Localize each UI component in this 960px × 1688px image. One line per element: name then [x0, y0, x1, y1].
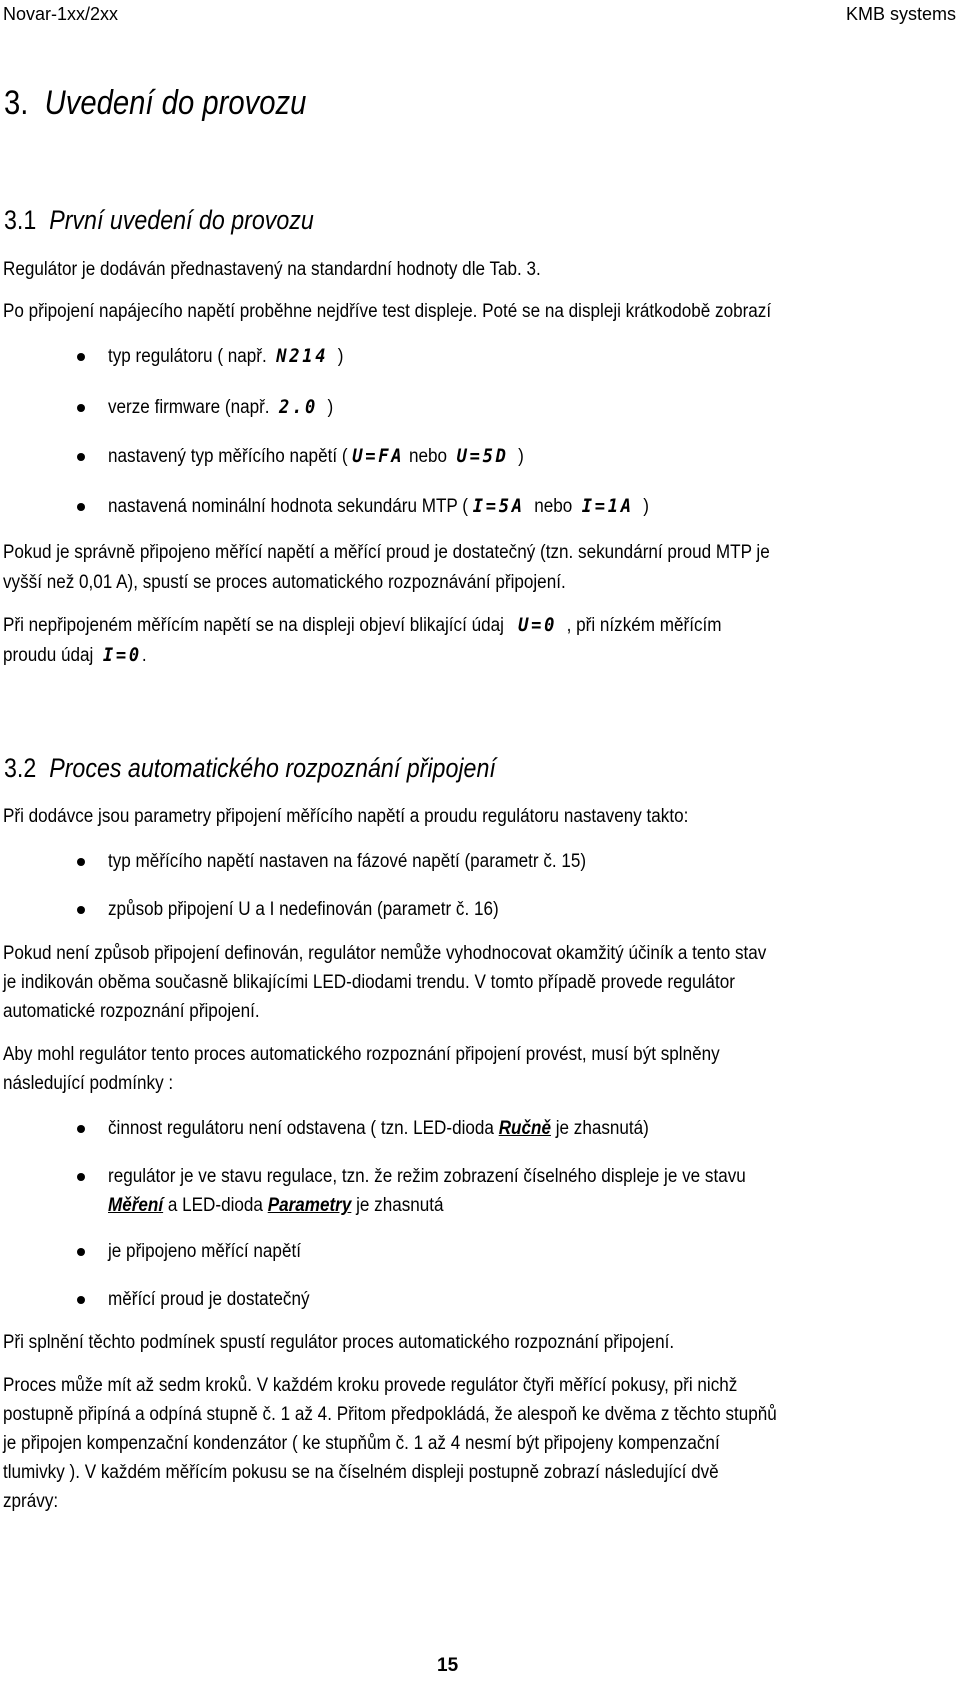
paragraph: Regulátor je dodáván přednastavený na standardní hodnoty dle Tab. 3.	[3, 259, 541, 280]
list-item-text: nebo	[409, 446, 448, 467]
list-item	[108, 442, 524, 471]
list-item	[108, 342, 343, 371]
paragraph: Při splnění těchto podmínek spustí regulátor proces automatického rozpoznání připojení.	[3, 1332, 675, 1353]
paragraph-line: tlumivky ). V každém měřícím pokusu se na číselném displeji postupně zobrazí následující dvě	[3, 1462, 719, 1483]
emphasis-text: Ručně	[498, 1118, 551, 1139]
list-item	[108, 393, 333, 422]
list-item: je připojeno měřící napětí	[108, 1241, 301, 1262]
display-code: U=5D	[456, 445, 509, 467]
bullet-icon	[77, 453, 85, 461]
emphasis-text: Měření	[108, 1195, 164, 1216]
paragraph-text: proudu údaj	[3, 645, 94, 666]
section-3-1-heading	[4, 205, 314, 236]
paragraph-line: Proces může mít až sedm kroků. V každém kroku provede regulátor čtyři měřící pokusy, při nichž	[3, 1375, 738, 1396]
list-item-text: je zhasnutá	[356, 1195, 444, 1216]
paragraph-line: Pokud je správně připojeno měřící napětí a měřící proud je dostatečný (tzn. sekundární proud MTP je	[3, 542, 770, 563]
list-item	[108, 492, 649, 521]
list-item-text: )	[327, 397, 334, 418]
section-3-2-title: Proces automatického rozpoznání připojení	[49, 753, 496, 783]
page-number: 15	[437, 1655, 459, 1676]
header-left: Novar-1xx/2xx	[3, 4, 119, 24]
paragraph-line: je připojen kompenzační kondenzátor ( ke stupňům č. 1 až 4 nesmí být připojeny kompenzační	[3, 1433, 720, 1454]
bullet-icon	[77, 1125, 85, 1133]
list-item-continuation	[108, 1191, 444, 1220]
list-item-text: verze firmware (např.	[108, 397, 270, 418]
display-code: I=1A	[581, 495, 634, 517]
paragraph-line	[3, 641, 147, 670]
list-item-text: nastavený typ měřícího napětí (	[108, 446, 348, 467]
list-item-text: činnost regulátoru není odstavena ( tzn. LED-dioda	[108, 1118, 494, 1139]
display-code: N214	[276, 345, 329, 367]
list-item: regulátor je ve stavu regulace, tzn. že režim zobrazení číselného displeje je ve stavu	[108, 1166, 746, 1187]
paragraph-line: vyšší než 0,01 A), spustí se proces automatického rozpoznávání připojení.	[3, 572, 566, 593]
emphasis-text: Parametry	[267, 1195, 352, 1216]
list-item-text: typ regulátoru ( např.	[108, 346, 267, 367]
paragraph: Po připojení napájecího napětí proběhne nejdříve test displeje. Poté se na displeji krátkodobě zobrazí	[3, 301, 772, 322]
list-item: typ měřícího napětí nastaven na fázové napětí (parametr č. 15)	[108, 851, 587, 872]
list-item-text: )	[337, 346, 344, 367]
bullet-icon	[77, 404, 85, 412]
bullet-icon	[77, 503, 85, 511]
paragraph-line: Aby mohl regulátor tento proces automatického rozpoznání připojení provést, musí být splněny	[3, 1044, 720, 1065]
paragraph: Při dodávce jsou parametry připojení měřícího napětí a proudu regulátoru nastaveny takto:	[3, 806, 689, 827]
list-item: měřící proud je dostatečný	[108, 1289, 310, 1310]
section-3-2-number: 3.2	[4, 753, 37, 783]
display-code: I=0	[102, 644, 142, 666]
bullet-icon	[77, 906, 85, 914]
list-item-text: )	[518, 446, 524, 467]
paragraph-line: automatické rozpoznání připojení.	[3, 1001, 260, 1022]
paragraph-line: je indikován oběma současně blikajícími LED-diodami trendu. V tomto případě provede regulátor	[3, 972, 735, 993]
paragraph-line: postupně připíná a odpíná stupně č. 1 až 4. Přitom předpokládá, že alespoň ke dvěma z těchto stupňů	[3, 1404, 777, 1425]
display-code: U=0	[518, 614, 558, 636]
paragraph-line: následující podmínky :	[3, 1073, 174, 1094]
bullet-icon	[77, 1248, 85, 1256]
display-code: U=FA	[352, 445, 405, 467]
section-3-2-heading	[4, 753, 496, 784]
paragraph-text: .	[141, 645, 147, 666]
paragraph-line	[3, 611, 722, 640]
paragraph-line: Pokud není způsob připojení definován, regulátor nemůže vyhodnocovat okamžitý účiník a tento stav	[3, 943, 767, 964]
bullet-icon	[77, 1296, 85, 1304]
section-3-number: 3.	[4, 84, 29, 122]
display-code: 2.0	[279, 396, 319, 418]
header-right: KMB systems	[845, 4, 956, 24]
paragraph-text: Při nepřipojeném měřícím napětí se na displeji objeví blikající údaj	[3, 615, 504, 636]
list-item-text: je zhasnutá)	[555, 1118, 649, 1139]
bullet-icon	[77, 353, 85, 361]
list-item-text: nastavená nominální hodnota sekundáru MTP (	[108, 496, 468, 517]
list-item-text: nebo	[534, 496, 573, 517]
section-3-title: Uvedení do provozu	[44, 84, 307, 122]
paragraph-text: , při nízkém měřícím	[566, 615, 722, 636]
bullet-icon	[77, 1173, 85, 1181]
list-item-text: )	[643, 496, 649, 517]
paragraph-line: zprávy:	[3, 1491, 59, 1512]
section-3-heading	[4, 84, 306, 123]
list-item	[108, 1114, 649, 1143]
section-3-1-title: První uvedení do provozu	[49, 205, 314, 235]
list-item: způsob připojení U a I nedefinován (parametr č. 16)	[108, 899, 499, 920]
section-3-1-number: 3.1	[4, 205, 37, 235]
bullet-icon	[77, 858, 85, 866]
list-item-text: a LED-dioda	[167, 1195, 263, 1216]
display-code: I=5A	[472, 495, 525, 517]
